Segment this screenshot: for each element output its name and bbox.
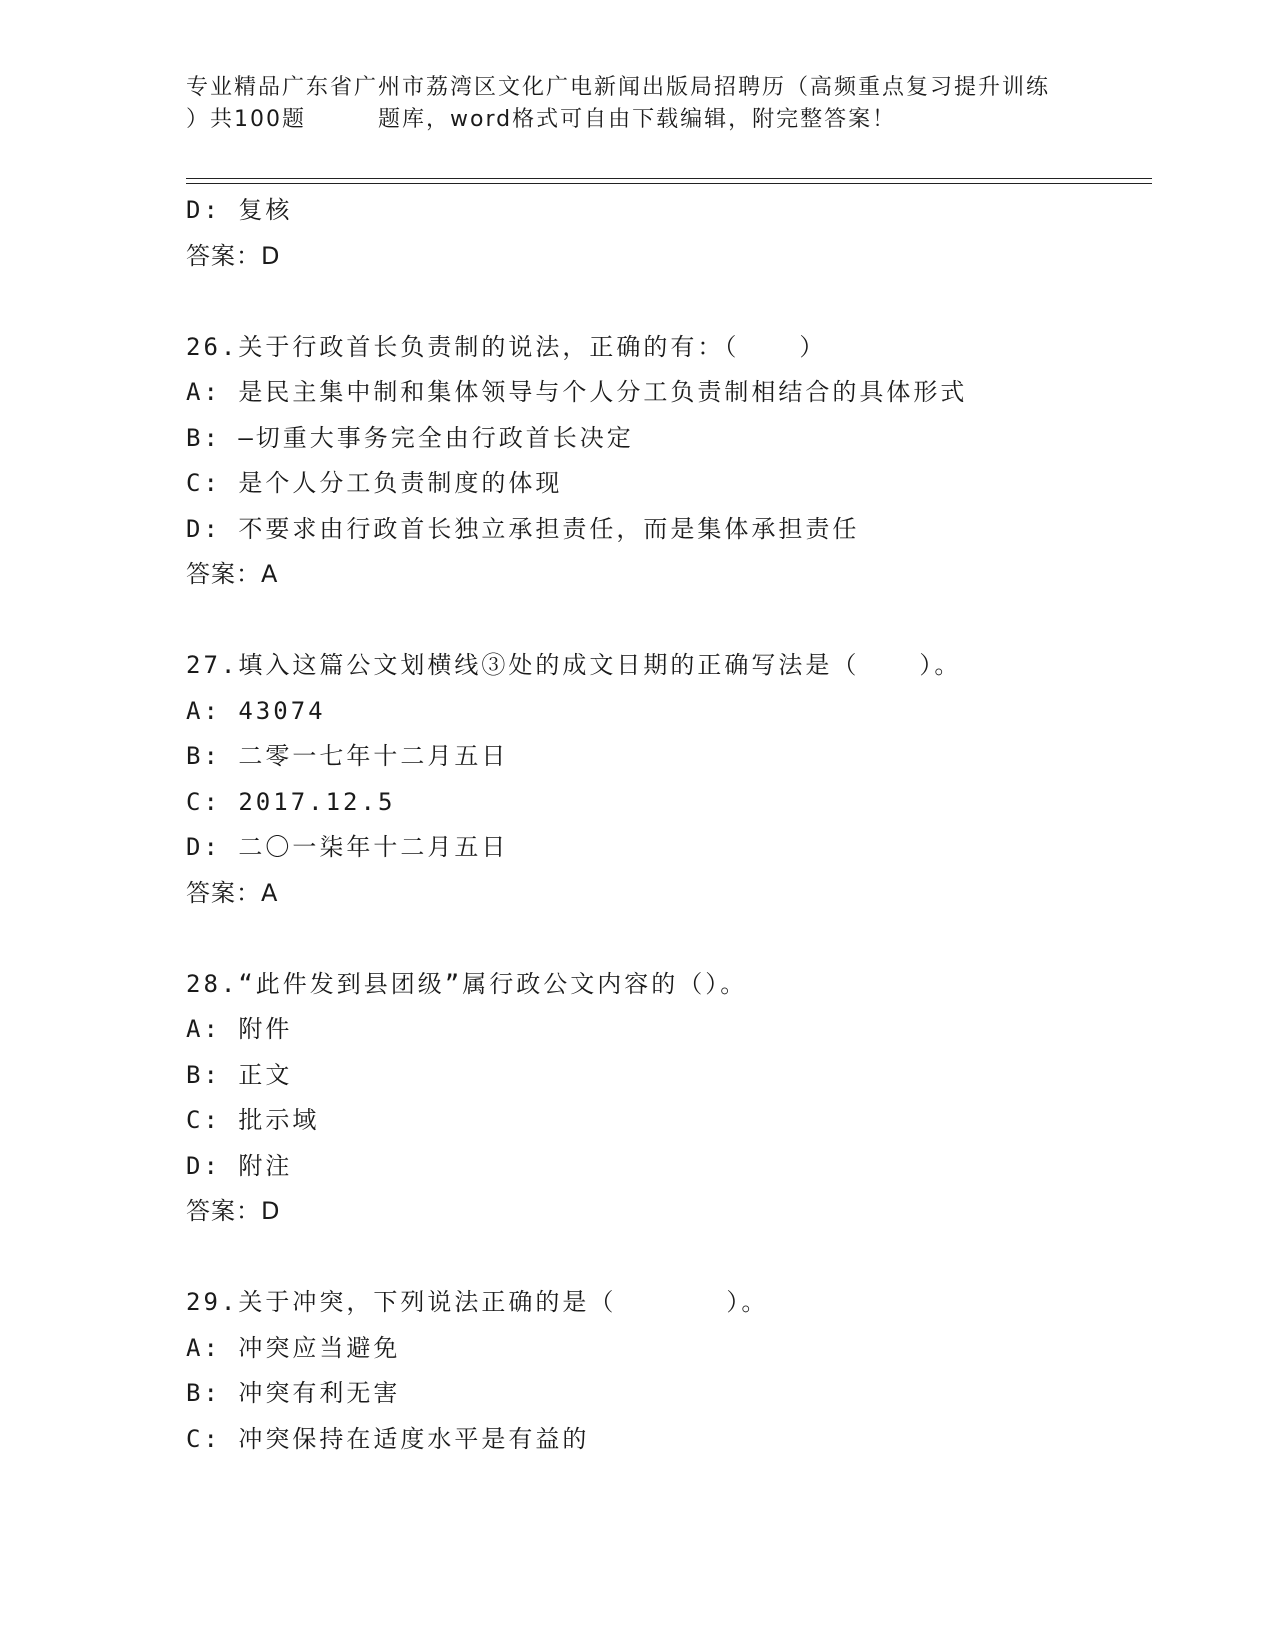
q27-option-c: C: 2017.12.5 xyxy=(186,787,396,816)
q29-option-c: C: 冲突保持在适度水平是有益的 xyxy=(186,1424,590,1453)
header-title-part-b: 题库，word格式可自由下载编辑，附完整答案！ xyxy=(378,107,897,132)
q27-option-b: B: 二零一七年十二月五日 xyxy=(186,742,509,770)
q29-stem-text: 29.关于冲突，下列说法正确的是（ xyxy=(186,1288,617,1316)
header-title-line2 xyxy=(186,104,1146,136)
q26-answer: 答案：A xyxy=(186,560,279,588)
q27-answer: 答案：A xyxy=(186,878,279,907)
q26-option-d: D: 不要求由行政首长独立承担责任，而是集体承担责任 xyxy=(186,514,860,543)
q29-stem xyxy=(186,1280,1166,1326)
header-title-line1: 专业精品广东省广州市荔湾区文化广电新闻出版局招聘历（高频重点复习提升训练 xyxy=(186,75,1051,100)
q28-option-c: C: 批示域 xyxy=(186,1106,320,1134)
header-divider xyxy=(186,178,1152,184)
q26-stem-close: ） xyxy=(799,332,827,361)
q28-stem: 28.“此件发到县团级”属行政公文内容的（）。 xyxy=(186,969,748,998)
q27-option-d: D: 二〇一柒年十二月五日 xyxy=(186,833,509,861)
q28-option-a: A: 附件 xyxy=(186,1015,293,1043)
q25-answer: 答案：D xyxy=(186,241,281,270)
q29-stem-close: ）。 xyxy=(726,1288,769,1316)
document-header xyxy=(186,72,1146,136)
q28-option-b: B: 正文 xyxy=(186,1060,293,1089)
q26-option-b: B: —切重大事务完全由行政首长决定 xyxy=(186,423,634,452)
q29-option-b: B: 冲突有利无害 xyxy=(186,1379,401,1407)
question-list xyxy=(186,188,1166,1462)
q29-option-a: A: 冲突应当避免 xyxy=(186,1333,401,1362)
q27-option-a: A: 43074 xyxy=(186,696,326,725)
q26-stem-text: 26.关于行政首长负责制的说法，正确的有：（ xyxy=(186,332,740,361)
q27-stem-close: ）。 xyxy=(919,651,962,679)
header-title-part-a: ）共100题 xyxy=(186,107,306,132)
q26-stem xyxy=(186,325,1166,371)
q28-option-d: D: 附注 xyxy=(186,1151,293,1180)
q26-option-a: A: 是民主集中制和集体领导与个人分工负责制相结合的具体形式 xyxy=(186,378,968,406)
q28-answer: 答案：D xyxy=(186,1197,281,1225)
q27-stem xyxy=(186,643,1166,689)
q25-option-d: D: 复核 xyxy=(186,196,293,224)
q26-option-c: C: 是个人分工负责制度的体现 xyxy=(186,469,563,497)
q27-stem-text: 27.填入这篇公文划横线③处的成文日期的正确写法是（ xyxy=(186,651,860,679)
